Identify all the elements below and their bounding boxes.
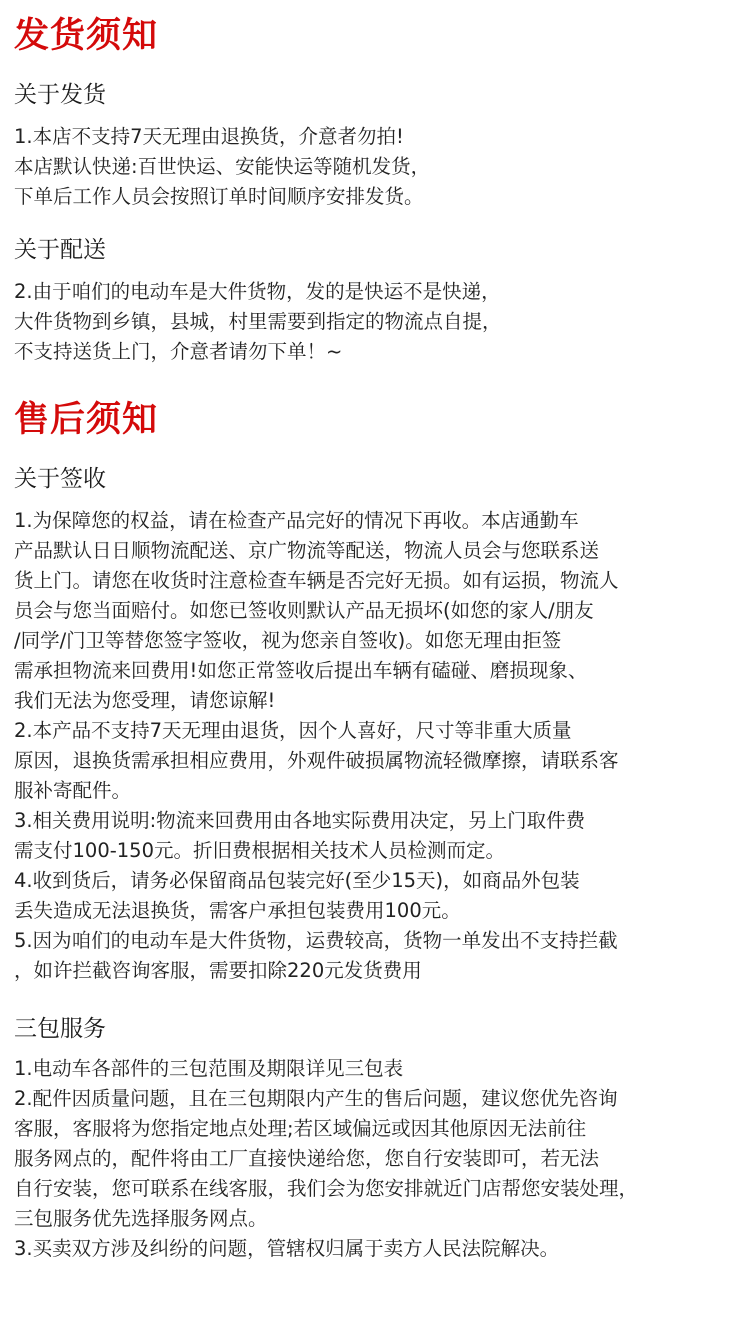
text-line: /同学/门卫等替您签字签收，视为您亲自签收)。如您无理由拒签 bbox=[14, 629, 562, 652]
text-line: 服补寄配件。 bbox=[14, 779, 132, 802]
text-line: 我们无法为您受理，请您谅解! bbox=[14, 689, 276, 712]
text-line: 1.本店不支持7天无理由退换货，介意者勿拍! bbox=[14, 125, 404, 148]
text-line: 服务网点的，配件将由工厂直接快递给您，您自行安装即可，若无法 bbox=[14, 1147, 600, 1170]
text-line: 原因，退换货需承担相应费用，外观件破损属物流轻微摩擦，请联系客 bbox=[14, 749, 619, 772]
section-heading-shipping: 关于发货 bbox=[14, 82, 106, 108]
text-line: 3.买卖双方涉及纠纷的问题，管辖权归属于卖方人民法院解决。 bbox=[14, 1237, 560, 1260]
text-line: 本店默认快递:百世快运、安能快运等随机发货， bbox=[14, 155, 431, 178]
text-line: 2.由于咱们的电动车是大件货物，发的是快运不是快递， bbox=[14, 280, 501, 303]
text-line: 客服，客服将为您指定地点处理;若区域偏远或因其他原因无法前往 bbox=[14, 1117, 587, 1140]
text-line: 需支付100-150元。折旧费根据相关技术人员检测而定。 bbox=[14, 839, 505, 862]
section-heading-signing: 关于签收 bbox=[14, 466, 106, 492]
section-heading-warranty: 三包服务 bbox=[14, 1016, 106, 1042]
text-line: 2.配件因质量问题，且在三包期限内产生的售后问题，建议您优先咨询 bbox=[14, 1087, 618, 1110]
text-line: 员会与您当面赔付。如您已签收则默认产品无损坏(如您的家人/朋友 bbox=[14, 599, 594, 622]
text-line: 三包服务优先选择服务网点。 bbox=[14, 1207, 268, 1230]
text-line: 1.电动车各部件的三包范围及期限详见三包表 bbox=[14, 1057, 404, 1080]
text-line: 丢失造成无法退换货，需客户承担包装费用100元。 bbox=[14, 899, 461, 922]
text-line: 4.收到货后，请务必保留商品包装完好(至少15天)，如商品外包装 bbox=[14, 869, 580, 892]
text-line: 大件货物到乡镇，县城，村里需要到指定的物流点自提， bbox=[14, 310, 502, 333]
text-line: 3.相关费用说明:物流来回费用由各地实际费用决定，另上门取件费 bbox=[14, 809, 586, 832]
text-line: 下单后工作人员会按照订单时间顺序安排发货。 bbox=[14, 185, 424, 208]
text-line: 产品默认日日顺物流配送、京广物流等配送，物流人员会与您联系送 bbox=[14, 539, 600, 562]
text-line: 不支持送货上门，介意者请勿下单！~ bbox=[14, 340, 343, 363]
text-line: 货上门。请您在收货时注意检查车辆是否完好无损。如有运损，物流人 bbox=[14, 569, 619, 592]
text-line: 需承担物流来回费用!如您正常签收后提出车辆有磕碰、磨损现象、 bbox=[14, 659, 588, 682]
text-line: 自行安装，您可联系在线客服，我们会为您安排就近门店帮您安装处理， bbox=[14, 1177, 639, 1200]
text-line: 2.本产品不支持7天无理由退货，因个人喜好，尺寸等非重大质量 bbox=[14, 719, 572, 742]
section-heading-delivery: 关于配送 bbox=[14, 237, 106, 263]
shipping-notice-title: 发货须知 bbox=[14, 16, 159, 56]
text-line: 5.因为咱们的电动车是大件货物，运费较高，货物一单发出不支持拦截 bbox=[14, 929, 618, 952]
text-line: ，如许拦截咨询客服，需要扣除220元发货费用 bbox=[14, 959, 422, 982]
after-sales-notice-title: 售后须知 bbox=[14, 400, 159, 440]
text-line: 1.为保障您的权益，请在检查产品完好的情况下再收。本店通勤车 bbox=[14, 509, 579, 532]
